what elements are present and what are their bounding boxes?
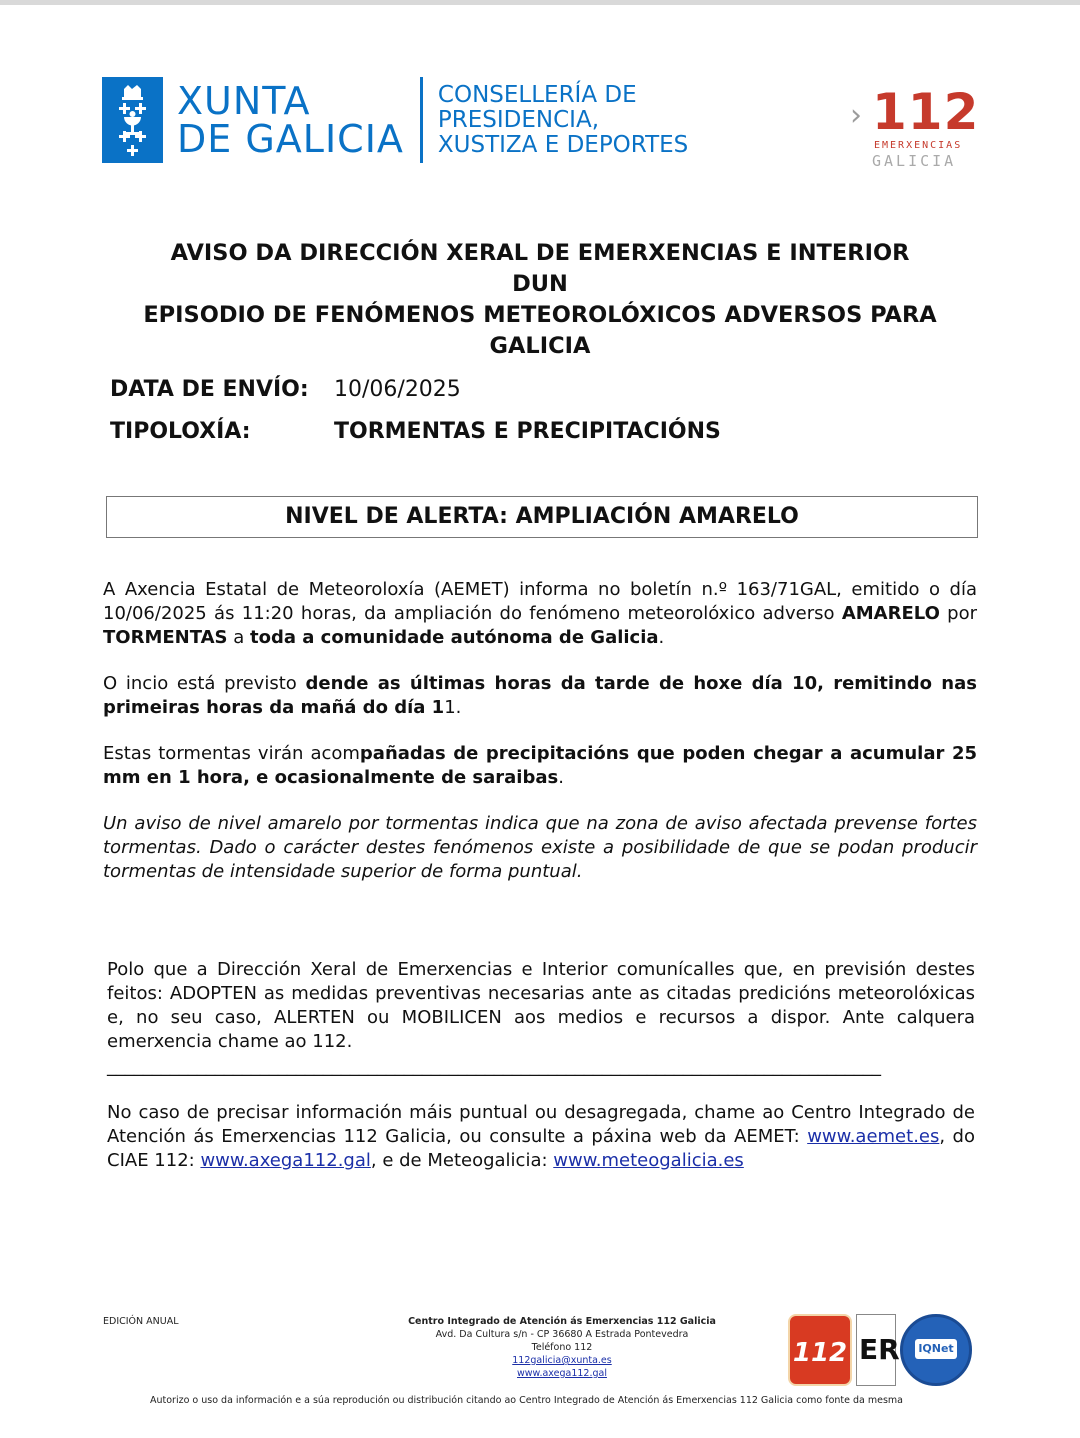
p6-text-c: , e de Meteogalicia: — [370, 1150, 554, 1171]
type-label: TIPOLOXÍA: — [110, 419, 251, 444]
footer-email-link[interactable]: 112galicia@xunta.es — [512, 1355, 612, 1366]
badge-iqnet-certified — [900, 1314, 972, 1386]
document-title — [140, 238, 940, 362]
p3-text-c: . — [558, 767, 564, 788]
paragraph-warning-note: Un aviso de nivel amarelo por tormentas indica que na zona de aviso afectada prevense fortes tormentas. Dado o carácter destes fenómenos existe a posibilidade de que se podan producir tormentas de intensidade superior de forma puntual. — [103, 813, 977, 882]
p6-text-b: , do CIAE 112: — [107, 1126, 975, 1171]
axega112-link[interactable]: www.axega112.gal — [200, 1150, 371, 1171]
xunta-line2: DE GALICIA — [177, 117, 404, 161]
footer-disclaimer: Autorizo o uso da información e a súa reprodución ou distribución citando ao Centro Integrado de Atención ás Emerxencias 112 Galicia como fonte da mesma — [150, 1395, 903, 1406]
paragraph-bulletin — [103, 578, 977, 650]
logo112-number: 112 — [872, 83, 980, 141]
p1-area: toda a comunidade autónoma de Galicia — [249, 627, 659, 648]
send-date-label: DATA DE ENVÍO: — [110, 377, 309, 402]
logo112-sub2: GALICIA — [872, 152, 957, 170]
logo-divider — [420, 77, 423, 163]
p1-text-a: A Axencia Estatal de Meteoroloxía (AEMET) informa no boletín n.º 163/71GAL, emitido o día 10/06/2025 ás 11:20 horas, da ampliación do fenómeno meteorolóxico adverso — [103, 579, 977, 624]
title-line3: GALICIA — [489, 333, 591, 359]
footer-phone: Teléfono 112 — [531, 1342, 593, 1353]
type-value: TORMENTAS E PRECIPITACIÓNS — [334, 419, 721, 444]
alert-level-box — [106, 496, 978, 538]
p1-text-g: . — [658, 627, 665, 648]
p1-text-e: a — [227, 627, 250, 648]
footer-address: Avd. Da Cultura s/n - CP 36680 A Estrada Pontevedra — [435, 1329, 689, 1340]
footer-center-name: Centro Integrado de Atención ás Emerxencias 112 Galicia — [408, 1316, 716, 1327]
alert-level-text: NIVEL DE ALERTA: AMPLIACIÓN AMARELO — [285, 504, 799, 529]
p1-phenomenon: TORMENTAS — [103, 627, 228, 648]
paragraph-contact — [107, 1101, 975, 1173]
footer-contact-block — [400, 1315, 724, 1380]
p2-period: dende as últimas horas da tarde de hoxe día 10, remitindo nas primeiras horas da mañá do día 1 — [103, 673, 977, 718]
chevron-right-icon: › — [850, 98, 862, 133]
xunta-logo — [102, 77, 688, 163]
badge-er-text: ER — [859, 1333, 900, 1366]
aemet-link[interactable]: www.aemet.es — [807, 1126, 940, 1147]
xunta-name — [177, 79, 404, 161]
badge-aenor-er — [856, 1314, 900, 1386]
dept-line3: XUSTIZA E DEPORTES — [437, 131, 689, 158]
edition-label: EDICIÓN ANUAL — [103, 1316, 179, 1327]
send-date-value: 10/06/2025 — [334, 377, 461, 402]
paragraph-measures: Polo que a Dirección Xeral de Emerxencias e Interior comunícalles que, en previsión destes feitos: ADOPTEN as medidas preventivas necesarias ante as citadas predicións meteorolóxicas e, no seu caso, ALERTEN ou MOBILICEN aos medios e recursos a dispor. Ante calquera emerxencia chame ao 112. — [107, 959, 975, 1052]
title-line2: EPISODIO DE FENÓMENOS METEOROLÓXICOS ADVERSOS PARA — [143, 302, 937, 328]
paragraph-start — [103, 672, 977, 720]
p2-text-c: 1. — [444, 697, 462, 718]
badge-iqnet-text: IQNet — [915, 1339, 957, 1359]
meteogalicia-link[interactable]: www.meteogalicia.es — [553, 1150, 744, 1171]
xunta-emblem-icon — [102, 77, 163, 163]
footer-web-link[interactable]: www.axega112.gal — [517, 1368, 607, 1379]
p3-details: pañadas de precipitacións que poden chegar a acumular 25 mm en 1 hora, e ocasionalmente de saraibas — [103, 743, 977, 788]
top-bar — [0, 0, 1080, 5]
p6-text-a: No caso de precisar información máis puntual ou desagregada, chame ao Centro Integrado de Atención ás Emerxencias 112 Galicia, ou consulte a páxina web da AEMET: — [107, 1102, 975, 1147]
logo112-sub1: EMERXENCIAS — [874, 140, 963, 151]
dept-line1: CONSELLERÍA DE — [437, 81, 637, 108]
title-line1: AVISO DA DIRECCIÓN XERAL DE EMERXENCIAS E INTERIOR DUN — [170, 240, 910, 297]
dept-line2: PRESIDENCIA, — [437, 106, 600, 133]
p2-text-a: O incio está previsto — [103, 673, 306, 694]
emergencias-112-logo — [850, 83, 980, 175]
badge-112-certificate — [788, 1314, 852, 1386]
xunta-line1: XUNTA — [177, 79, 311, 123]
p1-level: AMARELO — [841, 603, 940, 624]
paragraph-precipitation — [103, 742, 977, 790]
department-name — [438, 83, 688, 158]
separator-dashes: ______________________________________________________________________________________ — [107, 1056, 881, 1077]
p1-text-c: por — [939, 603, 978, 624]
p3-text-a: Estas tormentas virán acom — [103, 743, 360, 764]
badge-112-number: 112 — [792, 1338, 848, 1368]
